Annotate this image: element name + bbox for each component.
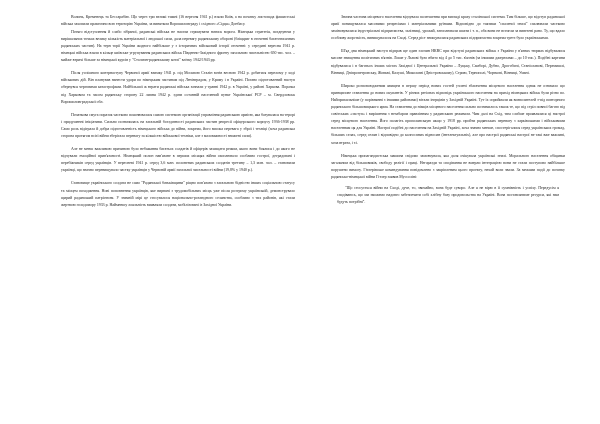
left-paragraph-3: Після успішного контрнаступу Червоної армії взимку 1941 р. під Москвою Сталін вотів весною 1942 р. добитися перелому у ході військових дій. Він планував нанести удари по німецьким частинам під Ленінградом, у Криму і в Україні. Погано підготовлений наступ обернувся черговими катастрофами. Найбільшої ж втрати радянські війська зазнали у травні 1942 р. в Україні, у районі Харкова. Поразка під Харковом та часом радянську сторону 22 липня 1942 р. здати останній населений пункт Української РСР – м. Свердловськ Ворошиловградської обл. (61, 71, 295, 104)
right-quote: "Що стосується війни на Сході, дуче, то, звичайно, вона буде суворо. Але я не вірю в її сумнівність і успіху. Передусім я сподіваюсь, що ми зможемо надовго забезпечити собі хлібну базу продовольства на Україні. Вона поставлятиме ресурси, які нам будуть потрібні". (337, 185, 559, 205)
right-paragraph-2: Ш'яд дня німецький наступ відправ ще один злочин НКВС при відступі радянських військ з України у в'язнях тюрмах відбувалися масове знищення політичних в'язнів. Лише у Львові було вбито від 4 до 5 тис. в'язнів (за іншими джерелами – до 10 тис.). Подібні картини відбувалися і в багатьох інших містах Західної і Центральної України – Луцьку, Самборі, Дубно, Дрогобичі, Станіславові, Перемишлі, Вінниці, Дніпропетровську, Жовкві, Калуші, Миколаєві (Дністровському), Стрию, Тернополі, Чорткові, Вінниці, Умані. (331, 49, 565, 75)
left-paragraph-5: Але не менш важливою причиною було небажання багатьох солдатів й офіцерів захищати режим, якого вони боялися і до якого не відчували емоційної прив'язаності. Німецький полон нав'язане в перших місяцях війни охоплювало особливо гострої, деградовані і перебіжчиків серед українців. У вересневі 1941 р. серед 3,6 млн. полонених радянських солдатів третину – 1,3 млн. чол. – становили українці, що значно перевищувало частку українців у Червоній армії загальної чисельності війни (19,8% у 1940 р.). (61, 147, 295, 173)
left-paragraph-1: Волинь, Кременець та Бессарабію. Що через три великі тижні (16 вересня 1941 р.) взяли Київ, а на початку листопада фашистські війська захопили практично всю територію України, за винятком Ворошиловграду і східного «Сідця» Донбасу. (61, 15, 295, 27)
left-paragraph-6: Становище українського солдата не само "Радянської батьківщини" ріщно пов'язано з загальною бідністю інших соціальною статусу та місцем походження. Нові поповнення українців, яке вирвані з трудомобільних місць уже після розгрому українській, демонструвало щирий радянський патріотизм. У значній мірі це стосувалося національно-розлюдного селянства, особливо з тих районів, які стали жертвою голодомору 1933 р. Найменшу лояльність виявляли солдати, мобілізовані із Західної України. (61, 181, 295, 207)
right-text-column (331, 14, 565, 207)
left-paragraph-2: Потяго відступлення й слабо зібраної, радянські війська не змогли стримувати натиск ворога. Німецька стратегія, поєднуючи у вирішальних точках велику кількість матеріальної і людської сили, дала перевагу радянському обороні (бліцкриг в оточенні багатотисячних радянських частин). На терн торії України жодного найбільше у з історичних військовий історії оточенні: у середині вересня 1941 р. німецькі війська взяли в кільце київське угрупування радянських військ Південно-Західного фронту загальною чисельністю 650 тис. чол. – майже втричі більше за німецької курсів у "Столичн-радянському котлі" влітку 1942/1943 рр. (61, 29, 295, 63)
right-paragraph-1: Значна частина місцевого населення відчувала полегшення при вигляді краху сталінської системи. Тим більше, що відступ радянської армії понищувалася масовими репресіями і матеріальними руїнами. Відповідно до тактики "спаленої землі" спалювали частково заміновувалися індустріальні підприємства, залізниці, урожай, затоплювали шахти і т. п., оба вони не встигли за вивезені рано. Ту, що вдало особливу жорсткість, винищувалося на Сході. Серед ріст знищувалися радянських підприємства зокрема третє було українськими. (331, 15, 565, 41)
left-text-column (61, 14, 295, 209)
left-paragraph-4: Початкова смуга поразок частково пояснювалася самою системою організації управління радянською армією, яка базувалася на терорі і придушенні ініціативи. Сильно позначилась на загальній боєздатності радянських частин репресії офіцерського корпусу 1936-1938 рр. Само роль відіграла й добра підготовленість німецького війська до війни, зокрема, його висока перевага у зброї і техніці (хоча радянська сторона протягом всієї війни зберігала перевагу за кількістю військової техніки, але з маловажності знижені сили). (61, 112, 295, 138)
right-paragraph-3: Широко розповсюдженим явищем в першу період нових гостей учлені збагачення місцевого населення однак не означало що принципове ставлення до нових окупантів. У різних регіонах відповідь українського населення на прихід німецьких військ були різно по. Найприхильніше (у порівнянні з іншими районами) вітали інгрцівів у Західній Україні. Тут їх сприймали як визволителей з-під повторного радянського більшовицького ярма. На ставлення до німців місцевого населення сильно позначилось також те, що пiд стріл повної багато від совітських «заступ» і вирішення з незабаром правлінням у радянською режимом. Чим далі на Схід, тим слабше проявлялися ці настрої серед місцевого населення. Його полагіть прополянськую якщо у 1918 рр. пройти радянських перевагу з харківськими і військовими населенням ця для Україні. Настрої подібні до населення на Західній Україні, хоча значно менше, спостерігалися серед українських громад, більших селах, серед селян і відповідно до колгоспних відносин (інтелектуальніх), але про настрої радянські настрої не такі вже важливі, хоча втрата, і т.і. (331, 83, 565, 145)
right-paragraph-4: Німецька пропагандистська машина свідомо замовчувала, яка доля очікувала українські землі. Морального населення обіцянки загальним від більшовиків, свободу релігії і праці. Негаразди та сподівання не вмерли інтеграцією вони не стали поступово найбільше порушено вимогу. Гітлерівське командування повідомлено з закріпленим цього проекту, нехай воли звали. За межами події до початку радянсько-німецької війни Гітлер заявив Муссоліні: (331, 153, 565, 179)
